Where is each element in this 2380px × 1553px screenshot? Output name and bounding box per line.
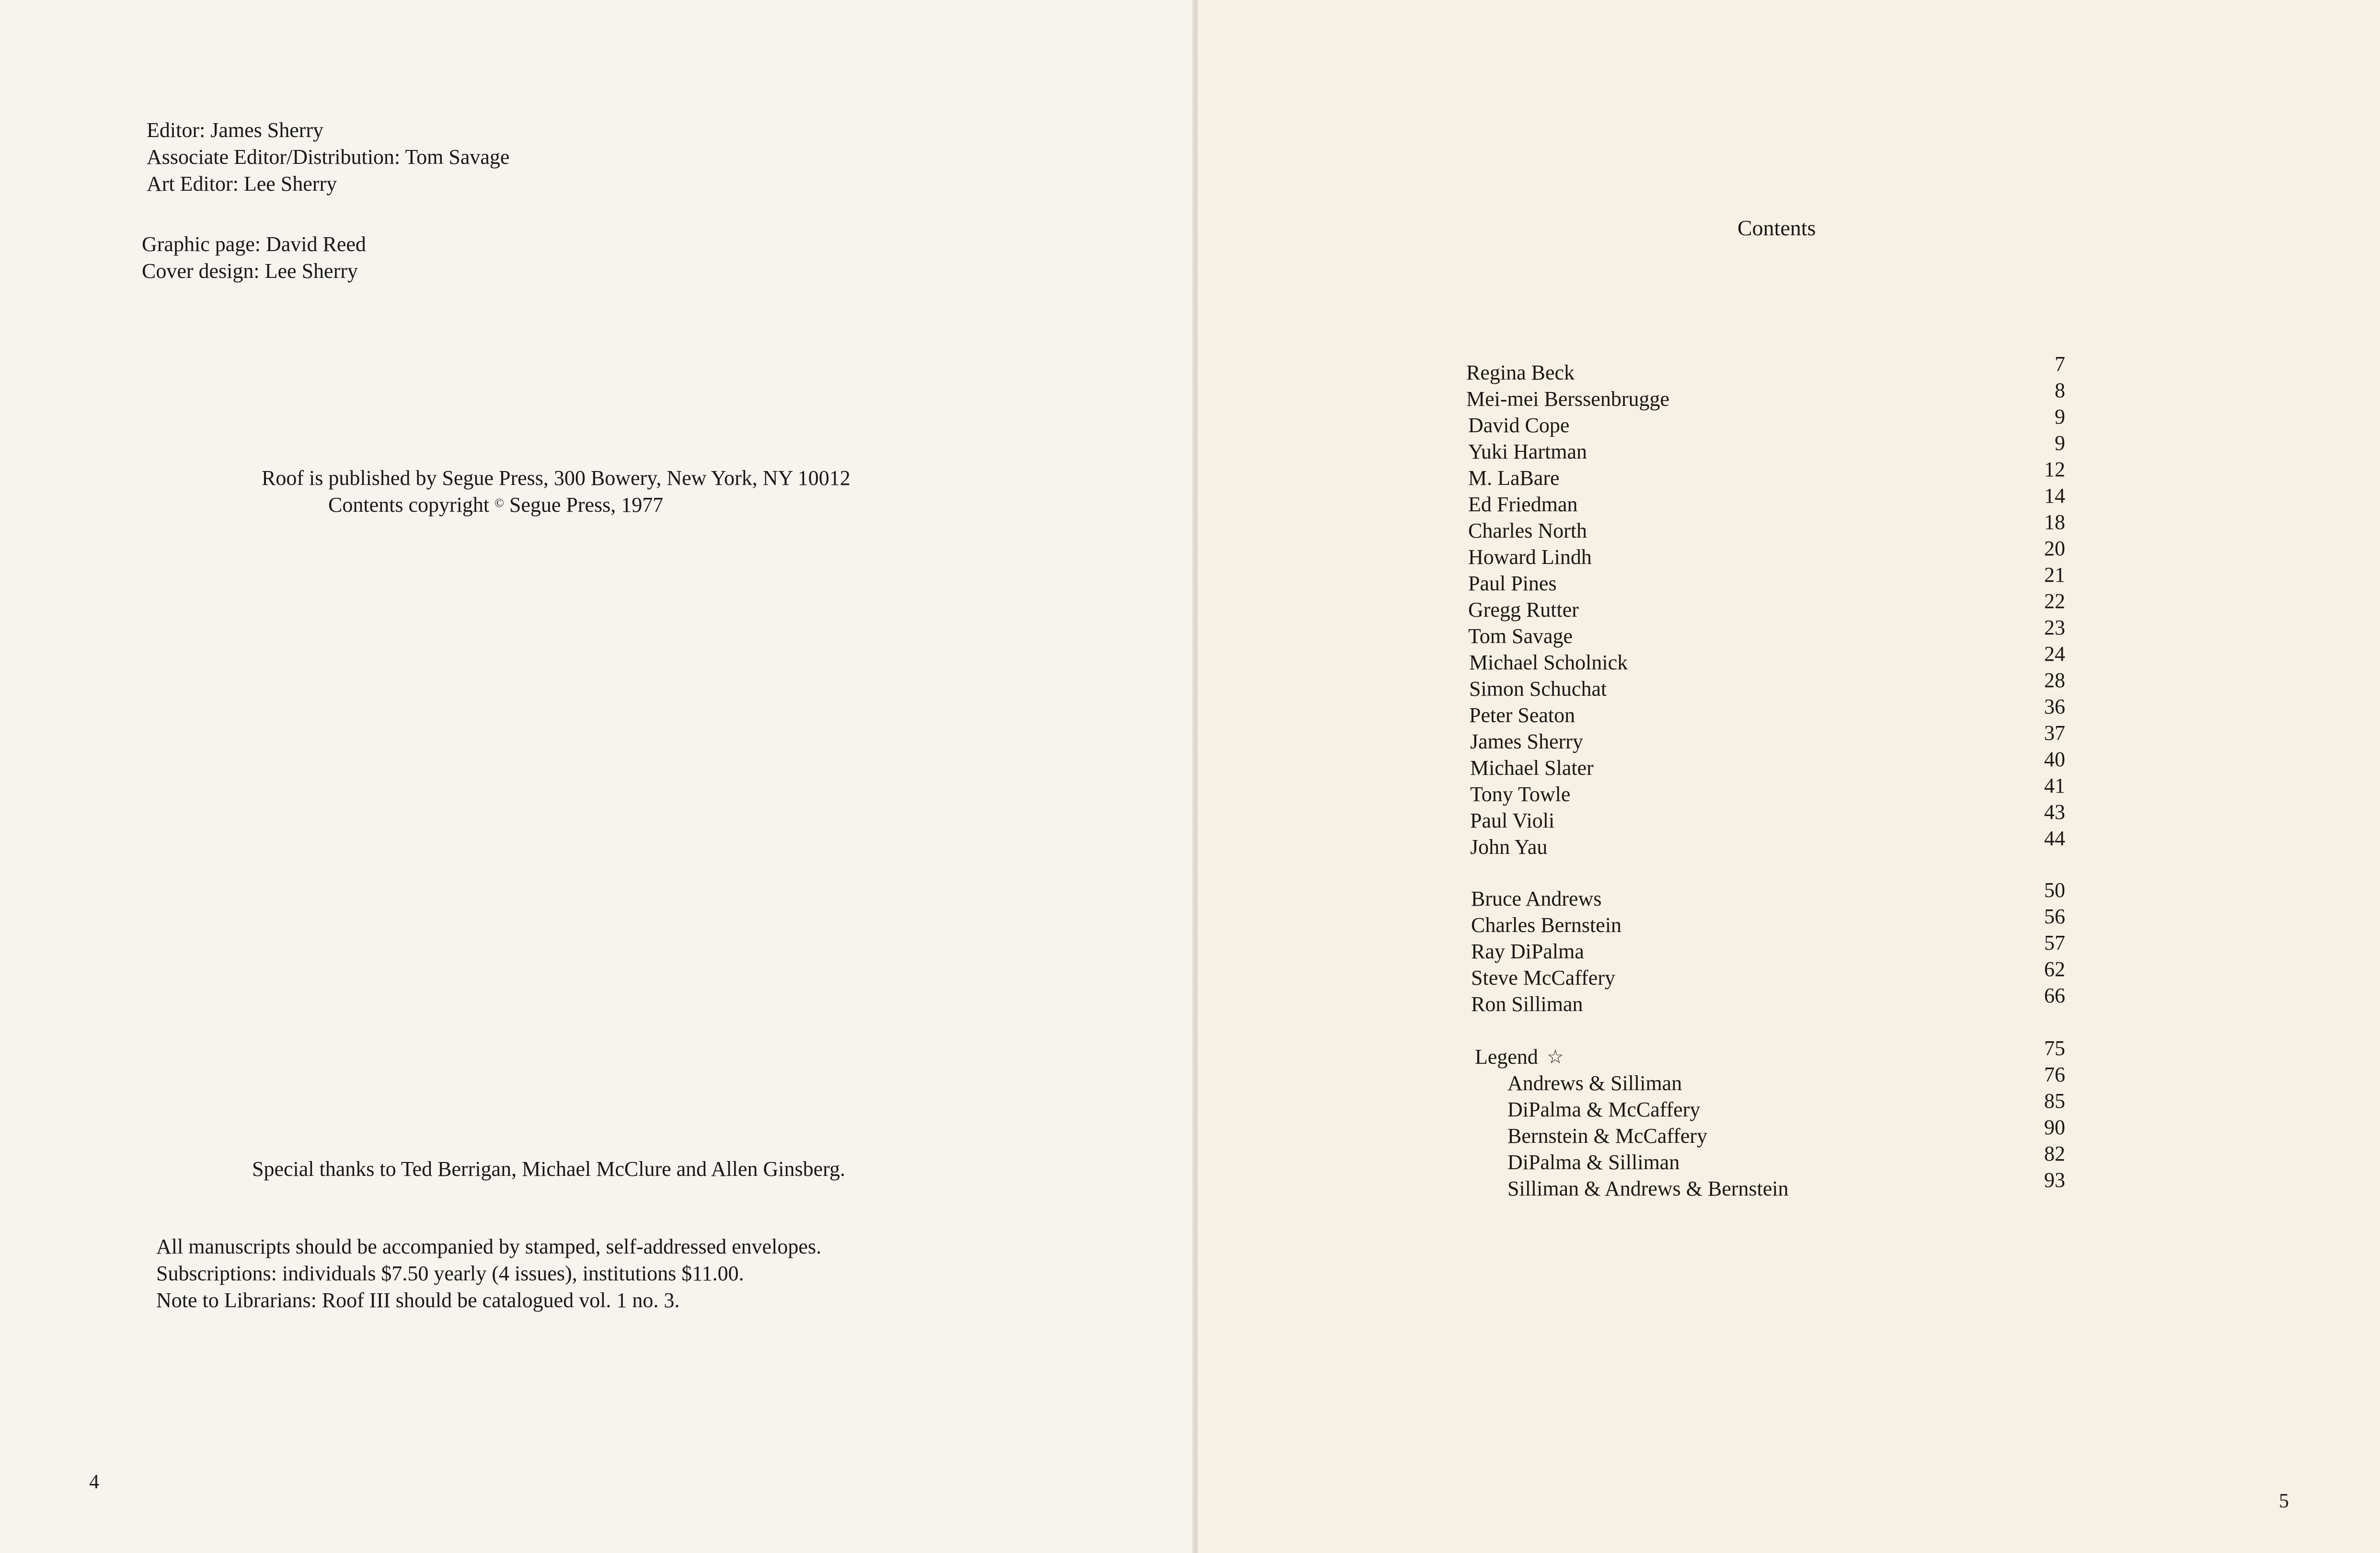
toc-entry-page: 22 — [2044, 589, 2065, 613]
credit-line: Cover design: Lee Sherry — [142, 259, 358, 283]
copyright-suffix: Segue Press, 1977 — [509, 493, 664, 517]
toc-entry-name: DiPalma & McCaffery — [1507, 1098, 1701, 1121]
toc-entry-page: 76 — [2044, 1063, 2065, 1086]
note-line: Subscriptions: individuals $7.50 yearly (4 issues), institutions $11.00. — [156, 1262, 744, 1285]
toc-entry-page: 82 — [2044, 1142, 2065, 1165]
toc-entry-page: 43 — [2044, 800, 2065, 824]
star-icon: ☆ — [1547, 1046, 1564, 1068]
copyright-prefix: Contents copyright — [328, 493, 490, 517]
toc-entry-page: 40 — [2044, 748, 2065, 771]
credit-line: Graphic page: David Reed — [142, 232, 366, 256]
publication-line: Roof is published by Segue Press, 300 Bowery, New York, NY 10012 — [262, 466, 851, 490]
note-line: All manuscripts should be accompanied by stamped, self-addressed envelopes. — [156, 1235, 822, 1258]
toc-entry-name: Legend — [1475, 1045, 1538, 1069]
toc-entry-name: Mei-mei Berssenbrugge — [1466, 387, 1669, 411]
toc-entry-page: 20 — [2044, 537, 2065, 560]
toc-entry-name: Tony Towle — [1470, 782, 1571, 806]
toc-entry-page: 21 — [2044, 563, 2065, 587]
toc-entry-name: Charles North — [1468, 519, 1587, 542]
masthead-line: Editor: James Sherry — [147, 118, 324, 142]
toc-entry-name: John Yau — [1470, 835, 1548, 859]
copyright-line — [328, 492, 663, 518]
toc-entry-name: Simon Schuchat — [1469, 677, 1607, 701]
toc-entry-page: 23 — [2044, 616, 2065, 639]
toc-entry-page: 18 — [2044, 510, 2065, 534]
toc-entry-page: 24 — [2044, 642, 2065, 666]
toc-entry-name: Tom Savage — [1468, 624, 1573, 648]
toc-entry-page: 37 — [2044, 721, 2065, 745]
toc-entry-name: Paul Violi — [1470, 809, 1555, 832]
toc-entry-name: James Sherry — [1470, 730, 1583, 753]
masthead-line: Art Editor: Lee Sherry — [147, 172, 337, 196]
toc-entry-page: 7 — [2055, 352, 2065, 376]
toc-entry-name: Silliman & Andrews & Bernstein — [1507, 1177, 1789, 1200]
toc-entry-page: 36 — [2044, 695, 2065, 718]
toc-entry-page: 57 — [2044, 931, 2065, 955]
toc-entry-page: 50 — [2044, 878, 2065, 902]
toc-entry-name: Ron Silliman — [1471, 992, 1583, 1016]
toc-entry-name: Ed Friedman — [1468, 493, 1578, 516]
special-thanks: Special thanks to Ted Berrigan, Michael McClure and Allen Ginsberg. — [252, 1157, 846, 1181]
toc-entry-name: M. LaBare — [1468, 466, 1560, 490]
toc-entry-page: 9 — [2055, 431, 2065, 455]
toc-entry-name: Bruce Andrews — [1471, 887, 1602, 910]
masthead — [147, 117, 509, 197]
toc-entry-page: 9 — [2055, 405, 2065, 428]
toc-entry-page: 28 — [2044, 668, 2065, 692]
toc-entry-name: Bernstein & McCaffery — [1507, 1124, 1708, 1148]
toc-entry-name: Michael Scholnick — [1469, 651, 1628, 674]
toc-entry-page: 12 — [2044, 458, 2065, 481]
toc-entry-page: 85 — [2044, 1089, 2065, 1113]
toc-entry-name: Michael Slater — [1470, 756, 1594, 780]
toc-entry-name: Yuki Hartman — [1468, 440, 1587, 463]
credits — [142, 231, 366, 285]
toc-entry-name: Peter Seaton — [1469, 703, 1575, 727]
toc-entry-name: Ray DiPalma — [1471, 940, 1584, 963]
toc-entry-page: 75 — [2044, 1036, 2065, 1060]
toc-entry-name: Charles Bernstein — [1471, 913, 1622, 937]
toc-entry-name: Regina Beck — [1466, 361, 1575, 384]
note-line: Note to Librarians: Roof III should be catalogued vol. 1 no. 3. — [156, 1288, 680, 1312]
toc-entry-page: 93 — [2044, 1168, 2065, 1192]
page-number-left: 4 — [89, 1471, 99, 1493]
toc-entry-name: Howard Lindh — [1468, 545, 1592, 569]
masthead-line: Associate Editor/Distribution: Tom Savage — [147, 145, 510, 169]
toc-entry-name: DiPalma & Silliman — [1507, 1150, 1680, 1174]
toc-entry-page: 14 — [2044, 484, 2065, 507]
toc-entry-page: 66 — [2044, 984, 2065, 1007]
toc-entry-name: Andrews & Silliman — [1507, 1071, 1682, 1095]
toc-entry-page: 41 — [2044, 774, 2065, 797]
toc-entry-name: Gregg Rutter — [1468, 598, 1579, 621]
toc-entry-page: 90 — [2044, 1116, 2065, 1139]
toc-entry-name: Steve McCaffery — [1471, 966, 1615, 989]
contents-title: Contents — [1737, 216, 1816, 240]
toc-entry-page: 44 — [2044, 827, 2065, 850]
copyright-icon: © — [494, 496, 504, 510]
toc-entry-page: 62 — [2044, 957, 2065, 981]
toc-entry-name: David Cope — [1468, 414, 1570, 437]
submission-notes — [156, 1233, 821, 1314]
toc-entry-name: Paul Pines — [1468, 572, 1557, 595]
toc-entry-page: 56 — [2044, 905, 2065, 928]
page-number-right: 5 — [2279, 1490, 2289, 1512]
toc-entry-page: 8 — [2055, 379, 2065, 402]
